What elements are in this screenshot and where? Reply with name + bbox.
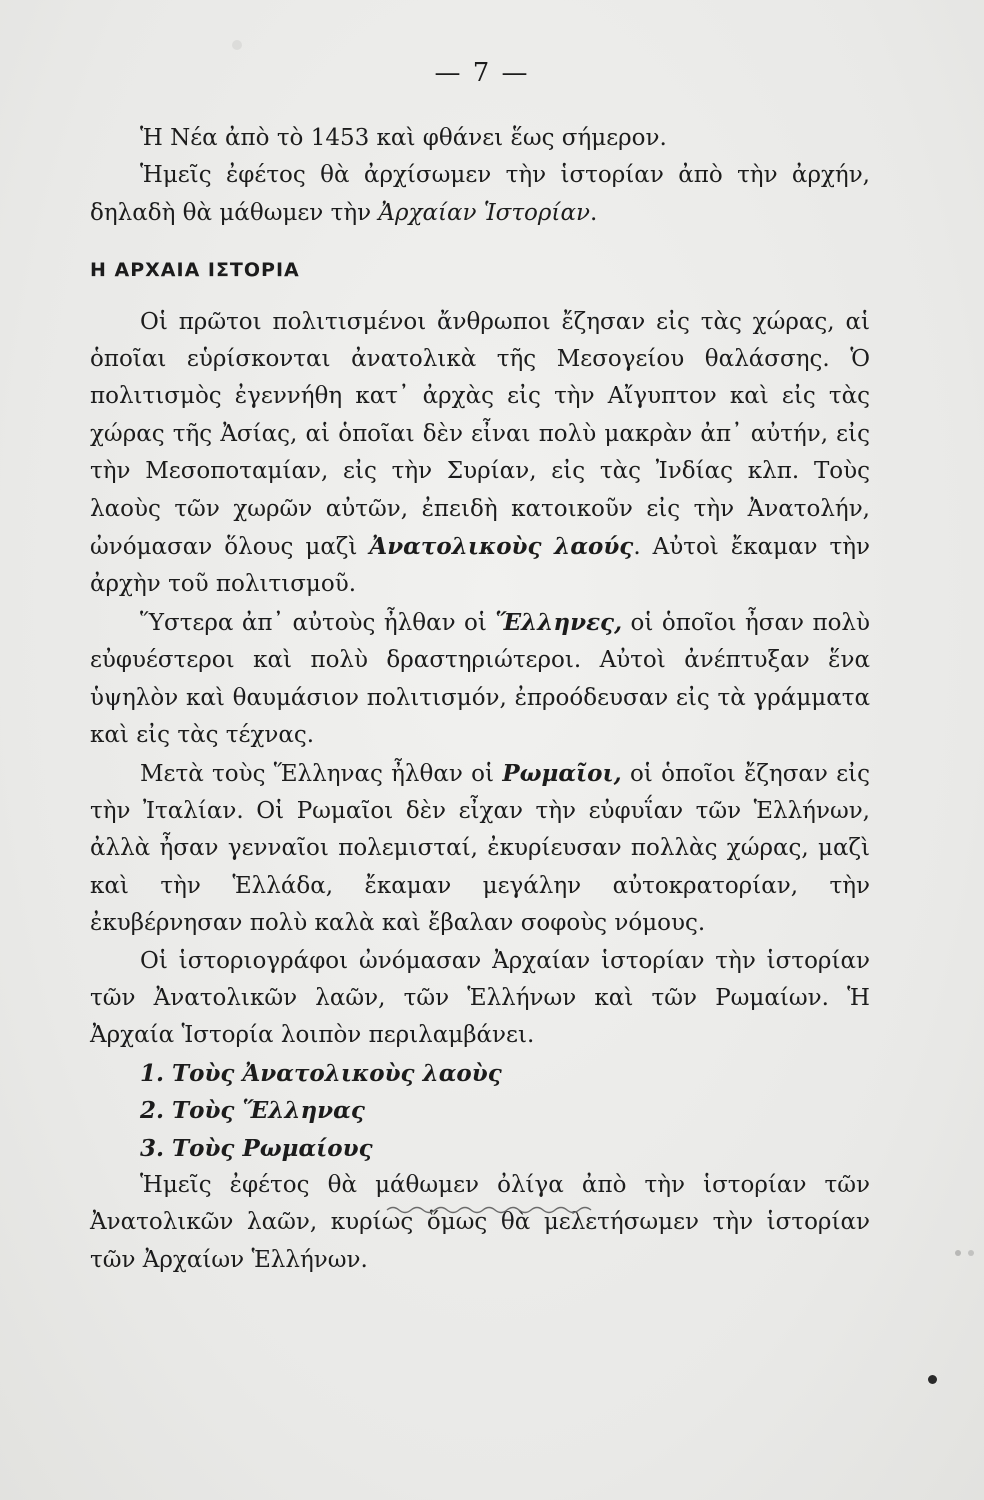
list-item: 2. Τοὺς Ἕλληνας xyxy=(140,1097,365,1125)
intro-line-1: Ἡ Νέα ἀπὸ τὸ 1453 καὶ φθάνει ἕως σήμερον. xyxy=(140,125,667,151)
paragraph-historiographers: Οἱ ἱστοριογράφοι ὠνόμασαν Ἀρχαίαν ἱστορίαν τὴν ἱστορίαν τῶν Ἀνατολικῶν λαῶν, τῶν Ἑλλήνων καὶ τῶν Ρωμαίων. Ἡ Ἀρχαία Ἱστορία λοιπὸν περιλαμβάνει. xyxy=(90,947,870,1049)
ancient-history-emphasis: Ἀρχαίαν Ἱστορίαν xyxy=(378,199,590,226)
greeks-emphasis: Ἕλληνες, xyxy=(495,608,623,636)
paragraph-greeks xyxy=(90,604,870,755)
page-number: — 7 — xyxy=(434,58,530,88)
intro-line-2 xyxy=(90,157,870,232)
paragraph-romans xyxy=(90,755,870,943)
paragraph-this-year: Ἡμεῖς ἐφέτος θὰ μάθωμεν ὀλίγα ἀπὸ τὴν ἱστορίαν τῶν Ἀνατολικῶν λαῶν, κυρίως ὅμως θὰ μελετήσωμεν τὴν ἱστορίαν τῶν Ἀρχαίων Ἑλλήνων. xyxy=(90,1171,870,1273)
scan-speck xyxy=(928,1375,937,1384)
romans-emphasis: Ρωμαῖοι, xyxy=(502,759,622,787)
section-heading: Η ΑΡΧΑΙΑ ΙΣΤΟΡΙΑ xyxy=(90,259,300,282)
eastern-peoples-emphasis: Ἀνατολικοὺς λαούς xyxy=(369,533,634,561)
paragraph-3-text-b: οἱ ὁποῖοι ἔζησαν εἰς τὴν Ἰταλίαν. Οἱ Ρωμαῖοι δὲν εἶχαν τὴν εὐφυΐαν τῶν Ἑλλήνων, ἀλλὰ ἦσαν γενναῖοι πολεμισταί, ἐκυρίευσαν πολλὰς χώρας, μαζὶ καὶ τὴν Ἑλλάδα, ἔκαμαν μεγάλην αὐτοκρατορίαν, τὴν ἐκυβέρνησαν πολὺ καλὰ καὶ ἔβαλαν σοφοὺς νόμους. xyxy=(90,760,871,937)
paragraph-2-text-b: οἱ ὁποῖοι ἦσαν πολὺ εὐφυέστεροι καὶ πολὺ δραστηριώτεροι. Αὐτοὶ ἀνέπτυξαν ἕνα ὑψηλὸν καὶ θαυμάσιον πολιτισμόν, ἐπροόδευσαν εἰς τὰ γράμματα καὶ εἰς τὰς τέχνας. xyxy=(90,609,870,749)
intro-line-2-text: Ἡμεῖς ἐφέτος θὰ ἀρχίσωμεν τὴν ἱστορίαν ἀπὸ τὴν ἀρχήν, δηλαδὴ θὰ μάθωμεν τὴν xyxy=(90,162,870,226)
scan-speck xyxy=(955,1250,961,1256)
paragraph-3-text-a: Μετὰ τοὺς Ἕλληνας ἦλθαν οἱ xyxy=(140,760,503,787)
list-item: 1. Τοὺς Ἀνατολικοὺς λαοὺς xyxy=(140,1059,502,1087)
paragraph-1-text-b: . Αὐτοὶ ἔκαμαν τὴν ἀρχὴν τοῦ πολιτισμοῦ. xyxy=(90,534,871,598)
paragraph-2-text-a: Ὕστερα ἀπ᾽ αὐτοὺς ἦλθαν οἱ xyxy=(140,609,496,636)
paragraph-eastern-peoples xyxy=(90,304,870,604)
intro-line-2-end: . xyxy=(589,199,598,226)
scan-speck xyxy=(232,40,242,50)
body-text xyxy=(90,120,870,1279)
scan-speck xyxy=(968,1250,974,1256)
paragraph-1-text-a: Οἱ πρῶτοι πολιτισμένοι ἄνθρωποι ἔζησαν εἰς τὰς χώρας, αἱ ὁποῖαι εὑρίσκονται ἀνατολικὰ τῆς Μεσογείου θαλάσσης. Ὁ πολιτισμὸς ἐγεννήθη κατ᾽ ἀρχὰς εἰς τὴν Αἴγυπτον καὶ εἰς τὰς χώρας τῆς Ἀσίας, αἱ ὁποῖαι δὲν εἶναι πολὺ μακρὰν ἀπ᾽ αὐτήν, εἰς τὴν Μεσοποταμίαν, εἰς τὴν Συρίαν, εἰς τὰς Ἰνδίας κλπ. Τοὺς λαοὺς τῶν χωρῶν αὐτῶν, ἐπειδὴ κατοικοῦν εἰς τὴν Ἀνατολήν, ὠνόμασαν ὅλους μαζὶ xyxy=(90,308,870,561)
ornament-divider xyxy=(385,1203,595,1217)
list-item: 3. Τοὺς Ρωμαίους xyxy=(140,1134,373,1162)
